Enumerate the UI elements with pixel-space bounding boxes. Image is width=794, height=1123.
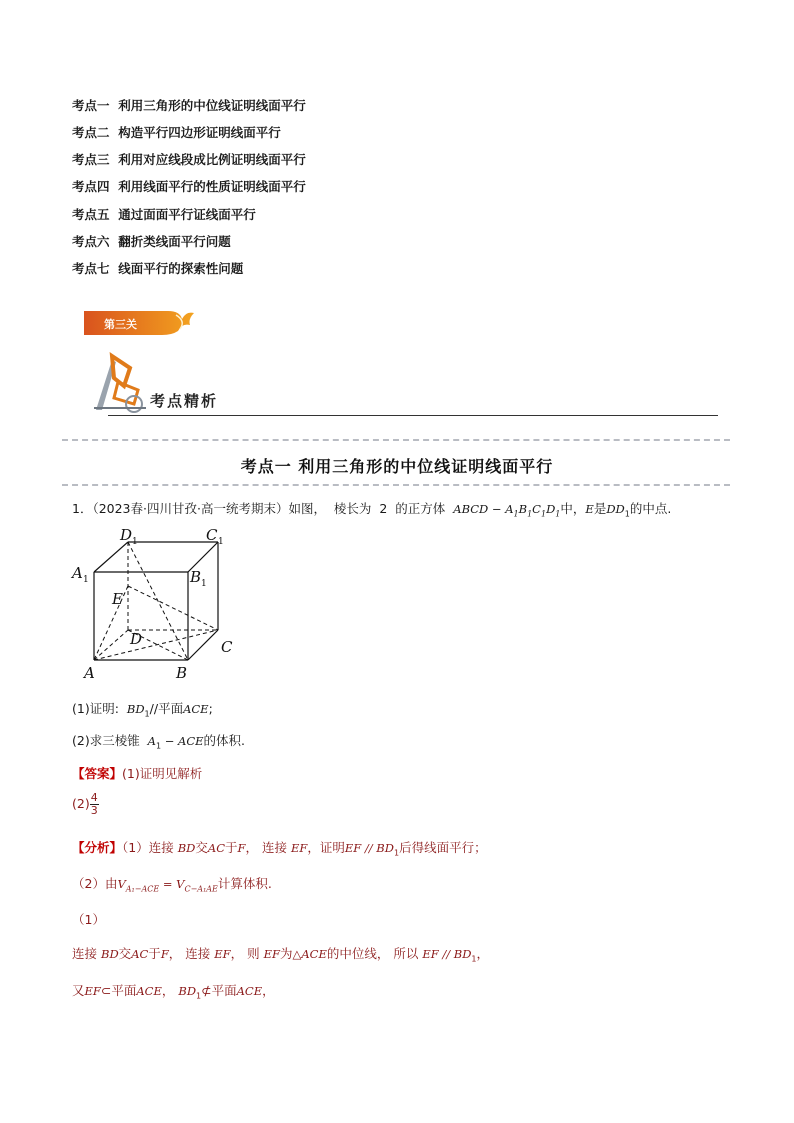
toc-item: 考点三 利用对应线段成比例证明线面平行: [72, 152, 306, 167]
section-title: 考点精析: [150, 392, 219, 410]
solution-line-1: 连接 BD交AC于F， 连接 EF， 则 EF为△ACE的中位线， 所以 EF // $BD_1$，: [72, 946, 490, 964]
toc-item: 考点七 线面平行的探索性问题: [72, 261, 244, 276]
label-a1: A: [72, 564, 83, 582]
ruler-triangle-icon: [90, 352, 150, 414]
answer-fraction: $\frac{4}{3}$: [90, 791, 98, 817]
solution-line-2: 又EF⊂平面ACE， $BD_1⊄$平面ACE，: [72, 983, 275, 1001]
question-2: (2)求三棱锥 $A_1$ − ACE的体积.: [72, 733, 246, 751]
solution-part: （1）: [72, 912, 105, 927]
toc-item: 考点二 构造平行四边形证明线面平行: [72, 125, 281, 140]
cube-figure: [66, 528, 246, 684]
answer-part2: (2) $\frac{4}{3}$: [72, 791, 98, 817]
label-c: C: [221, 638, 233, 656]
banner-text: 第三关: [104, 318, 137, 331]
analysis-line-2: （2）由$V_{A_1-ACE} = V_{C-A_1AE}$计算体积.: [72, 876, 272, 894]
svg-text:1: 1: [132, 537, 138, 547]
label-d: D: [130, 630, 143, 648]
problem-statement: 1．（2023春·四川甘孜·高一统考期末）如图， 棱长为 2 的正方体 ABCD − $A_1B_1C_1D_1$中，E是$DD_1$的中点.: [72, 501, 672, 519]
label-c1: C: [206, 528, 218, 544]
toc-item: 考点一 利用三角形的中位线证明线面平行: [72, 98, 306, 113]
toc-item: 考点四 利用线面平行的性质证明线面平行: [72, 179, 306, 194]
level-banner: [82, 307, 198, 341]
divider: [62, 484, 730, 486]
label-d1: D: [120, 528, 133, 544]
label-a: A: [84, 664, 95, 682]
svg-text:1: 1: [218, 537, 224, 547]
toc-item: 考点五 通过面面平行证线面平行: [72, 207, 256, 222]
svg-text:1: 1: [201, 579, 207, 589]
divider: [62, 439, 730, 441]
question-1: (1)证明: $BD_1//$平面ACE;: [72, 701, 213, 719]
label-b1: B: [190, 568, 202, 586]
label-e: E: [112, 590, 123, 608]
answer-line: 【答案】(1)证明见解析: [72, 766, 203, 781]
analysis-line-1: 【分析】（1）连接 BD交AC于F， 连接 EF，证明EF // $BD_1$后得线面平行；: [72, 840, 487, 858]
label-b: B: [176, 664, 188, 682]
topic-title: 考点一 利用三角形的中位线证明线面平行: [240, 457, 554, 476]
svg-text:1: 1: [83, 575, 89, 585]
section-underline: [108, 415, 718, 416]
toc-item: 考点六 翻折类线面平行问题: [72, 234, 231, 249]
